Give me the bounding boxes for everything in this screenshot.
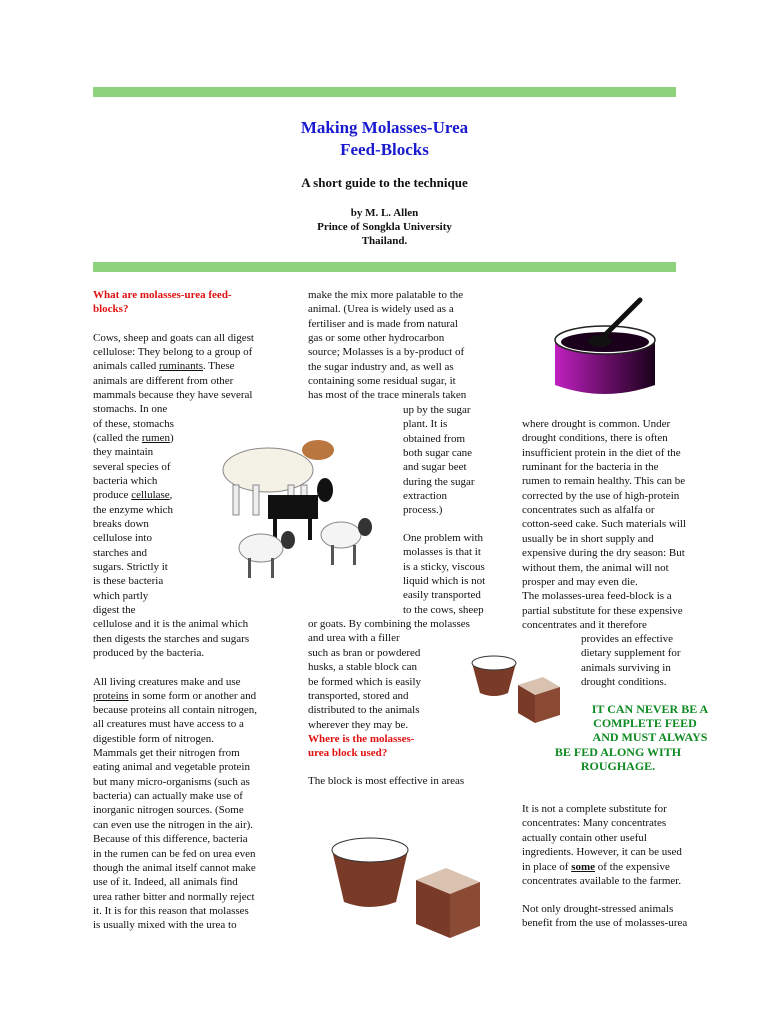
text-line: fertiliser and is made from natural bbox=[308, 317, 458, 330]
text-line: easily transported bbox=[403, 589, 481, 602]
author-name: by M. L. Allen bbox=[350, 207, 419, 219]
text-line: rumen to remain healthy. This can be bbox=[522, 475, 686, 488]
text-line: because proteins all contain nitrogen, bbox=[93, 704, 258, 716]
col1-text: bacteria which bbox=[93, 475, 158, 487]
term-cellulase: cellulase bbox=[131, 489, 170, 501]
col1-text: produced by the bacteria. bbox=[93, 647, 205, 659]
text-line: transported, stored and bbox=[308, 690, 409, 703]
col1-text: stomachs. In one bbox=[93, 403, 168, 415]
text-line: extraction bbox=[403, 490, 447, 503]
feed-bucket-icon bbox=[468, 655, 563, 745]
col1-text: digest the bbox=[93, 604, 136, 616]
top-divider-bar bbox=[93, 87, 676, 97]
text-line: is a sticky, viscous bbox=[403, 560, 485, 573]
col2-heading-line-2: urea block used? bbox=[308, 747, 388, 759]
col1-text: cellulose into bbox=[93, 532, 152, 544]
text-line: in the rumen can be fed on urea even bbox=[93, 847, 256, 860]
text-line: bacteria) can actually make use of bbox=[93, 790, 243, 803]
header-bottom-divider-bar bbox=[93, 262, 676, 272]
col1-text: cellulose and it is the animal which bbox=[93, 618, 249, 630]
col3-text: benefit from the use of molasses-urea bbox=[522, 917, 688, 929]
col1-text-proteins: proteins in some form or another and bbox=[93, 690, 257, 702]
col1-text: they maintain bbox=[93, 446, 154, 458]
text-line: Because of this difference, bacteria bbox=[93, 833, 248, 846]
text-line: both sugar cane bbox=[403, 447, 473, 460]
text-line: it. It is for this reason that molasses bbox=[93, 904, 249, 917]
term-rumen: rumen bbox=[141, 432, 170, 444]
text-line: eating animal and vegetable protein bbox=[93, 761, 250, 774]
col1-text-cellulase: produce cellulase, bbox=[93, 489, 173, 501]
text-line: Mammals get their nitrogen from bbox=[93, 747, 240, 760]
col1-heading-line-2: blocks? bbox=[93, 303, 129, 315]
text-line: to the cows, sheep bbox=[403, 603, 484, 616]
col1-text: several species of bbox=[93, 461, 171, 473]
warning-line-3: AND MUST ALWAYS bbox=[592, 730, 708, 744]
text-line: dietary supplement for bbox=[581, 647, 681, 660]
text-line: make the mix more palatable to the bbox=[308, 289, 464, 301]
text-line: wherever they may be. bbox=[308, 718, 409, 731]
text-line: concentrates: Many concentrates bbox=[522, 817, 667, 830]
title-line-2: Feed-Blocks bbox=[340, 140, 429, 159]
warning-line-2: COMPLETE FEED bbox=[593, 716, 697, 730]
text-line: partial substitute for these expensive bbox=[522, 604, 683, 617]
text-line: molasses is that it bbox=[403, 546, 481, 559]
text-line: use of it. Indeed, all animals find bbox=[93, 876, 238, 889]
text-line: One problem with bbox=[403, 532, 484, 544]
col3-text: Not only drought-stressed animals bbox=[522, 903, 674, 915]
text-line: up by the sugar bbox=[403, 404, 471, 416]
warning-line-4: BE FED ALONG WITH bbox=[554, 745, 682, 759]
text-line: plant. It is bbox=[403, 418, 448, 431]
col1-text-ruminants: animals called ruminants. These bbox=[93, 360, 235, 372]
text-line: or goats. By combining the molasses bbox=[308, 618, 470, 630]
feed-block-icon bbox=[518, 677, 560, 723]
col1-text-rumen: (called the rumen) bbox=[93, 432, 174, 444]
text-line: drought conditions, there is often bbox=[522, 432, 668, 445]
text-line: animals surviving in bbox=[581, 661, 671, 674]
text-line: The molasses-urea feed-block is a bbox=[522, 590, 672, 603]
text-line: digestible form of nitrogen. bbox=[93, 732, 214, 745]
text-line: all creatures must have access to a bbox=[93, 718, 244, 731]
col1-text: All living creatures make and use bbox=[93, 676, 241, 688]
text-line: insufficient protein in the diet of the bbox=[522, 446, 681, 459]
text-line: and urea with a filler bbox=[308, 632, 400, 645]
text-line: and sugar beet bbox=[403, 461, 467, 474]
text-line: provides an effective bbox=[581, 633, 674, 645]
text-line: usually be in short supply and bbox=[522, 532, 654, 545]
text-line: cotton-seed cake. Such materials will bbox=[522, 518, 687, 531]
text-line: husks, a stable block can bbox=[308, 661, 418, 674]
col1-text: Cows, sheep and goats can all digest bbox=[93, 332, 254, 344]
warning-line-1: IT CAN NEVER BE A bbox=[591, 702, 709, 716]
col1-text: of these, stomachs bbox=[93, 418, 174, 430]
term-proteins: proteins bbox=[93, 690, 129, 702]
text-line: during the sugar bbox=[403, 475, 475, 488]
text-line: but many micro-organisms (such as bbox=[93, 775, 250, 788]
warning-line-5: ROUGHAGE. bbox=[580, 759, 656, 773]
text-line: ruminant for the bacteria in the bbox=[522, 461, 659, 474]
text-line: urea rather bitter and normally reject bbox=[93, 890, 255, 903]
col1-text: then digests the starches and sugars bbox=[93, 633, 250, 645]
text-line: concentrates and it therefore bbox=[522, 618, 647, 631]
text-line: is usually mixed with the urea to bbox=[93, 919, 237, 932]
text-line: actually contain other useful bbox=[522, 831, 647, 844]
text-line: though the animal itself cannot make bbox=[93, 861, 256, 874]
text-line: without them, the animal will not bbox=[522, 561, 669, 574]
col1-text: animals are different from other bbox=[93, 375, 234, 387]
feed-block-large-icon bbox=[328, 832, 488, 942]
text-line: animal. (Urea is widely used as a bbox=[308, 303, 454, 316]
col1-text: sugars. Strictly it bbox=[93, 561, 168, 573]
text-line: can even use the nitrogen in the air). bbox=[93, 818, 254, 831]
text-line: obtained from bbox=[403, 432, 466, 445]
text-line: drought conditions. bbox=[581, 676, 667, 689]
text-line: process.) bbox=[403, 504, 443, 517]
text-line: concentrates such as alfalfa or bbox=[522, 504, 655, 517]
text-line: gas or some other hydrocarbon bbox=[308, 332, 445, 345]
livestock-illustration bbox=[213, 430, 383, 585]
text-line: the sugar industry and, as well as bbox=[308, 360, 454, 373]
col3-text: concentrates available to the farmer. bbox=[522, 875, 682, 887]
text-line: It is not a complete substitute for bbox=[522, 803, 667, 815]
col2-text-last: The block is most effective in areas bbox=[308, 775, 465, 787]
text-line: inorganic nitrogen sources. (Some bbox=[93, 804, 244, 817]
text-line: where drought is common. Under bbox=[522, 418, 671, 430]
col1-text: the enzyme which bbox=[93, 504, 174, 516]
term-ruminants: ruminants bbox=[158, 360, 203, 372]
col2-heading-line-1: Where is the molasses- bbox=[308, 733, 415, 745]
author-country: Thailand. bbox=[361, 235, 408, 247]
col3-text-some: in place of some of the expensive bbox=[522, 861, 670, 873]
term-some: some bbox=[571, 861, 596, 873]
text-line: prosper and may even die. bbox=[522, 575, 638, 588]
col1-text: mammals because they have several bbox=[93, 389, 253, 401]
subtitle: A short guide to the technique bbox=[301, 175, 468, 190]
col1-text: cellulose: They belong to a group of bbox=[93, 346, 253, 358]
col1-text: which partly bbox=[93, 590, 149, 602]
text-line: source; Molasses is a by-product of bbox=[308, 346, 465, 359]
text-line: containing some residual sugar, it bbox=[308, 375, 456, 388]
text-line: distributed to the animals bbox=[308, 704, 420, 717]
col1-text: is these bacteria bbox=[93, 575, 164, 587]
col1-text: breaks down bbox=[93, 518, 149, 530]
text-line: liquid which is not bbox=[403, 575, 486, 588]
author-affiliation: Prince of Songkla University bbox=[317, 221, 452, 233]
text-line: be formed which is easily bbox=[308, 675, 422, 688]
text-line: expensive during the dry season: But bbox=[522, 547, 685, 560]
col1-text: starches and bbox=[93, 547, 148, 559]
cooking-pot-icon bbox=[550, 295, 700, 405]
text-line: such as bran or powdered bbox=[308, 647, 421, 659]
text-line: corrected by the use of high-protein bbox=[522, 489, 680, 502]
title-line-1: Making Molasses-Urea bbox=[300, 118, 469, 137]
text-line: has most of the trace minerals taken bbox=[308, 389, 467, 402]
col1-heading-line-1: What are molasses-urea feed- bbox=[93, 289, 232, 301]
text-line: ingredients. However, it can be used bbox=[522, 846, 682, 859]
